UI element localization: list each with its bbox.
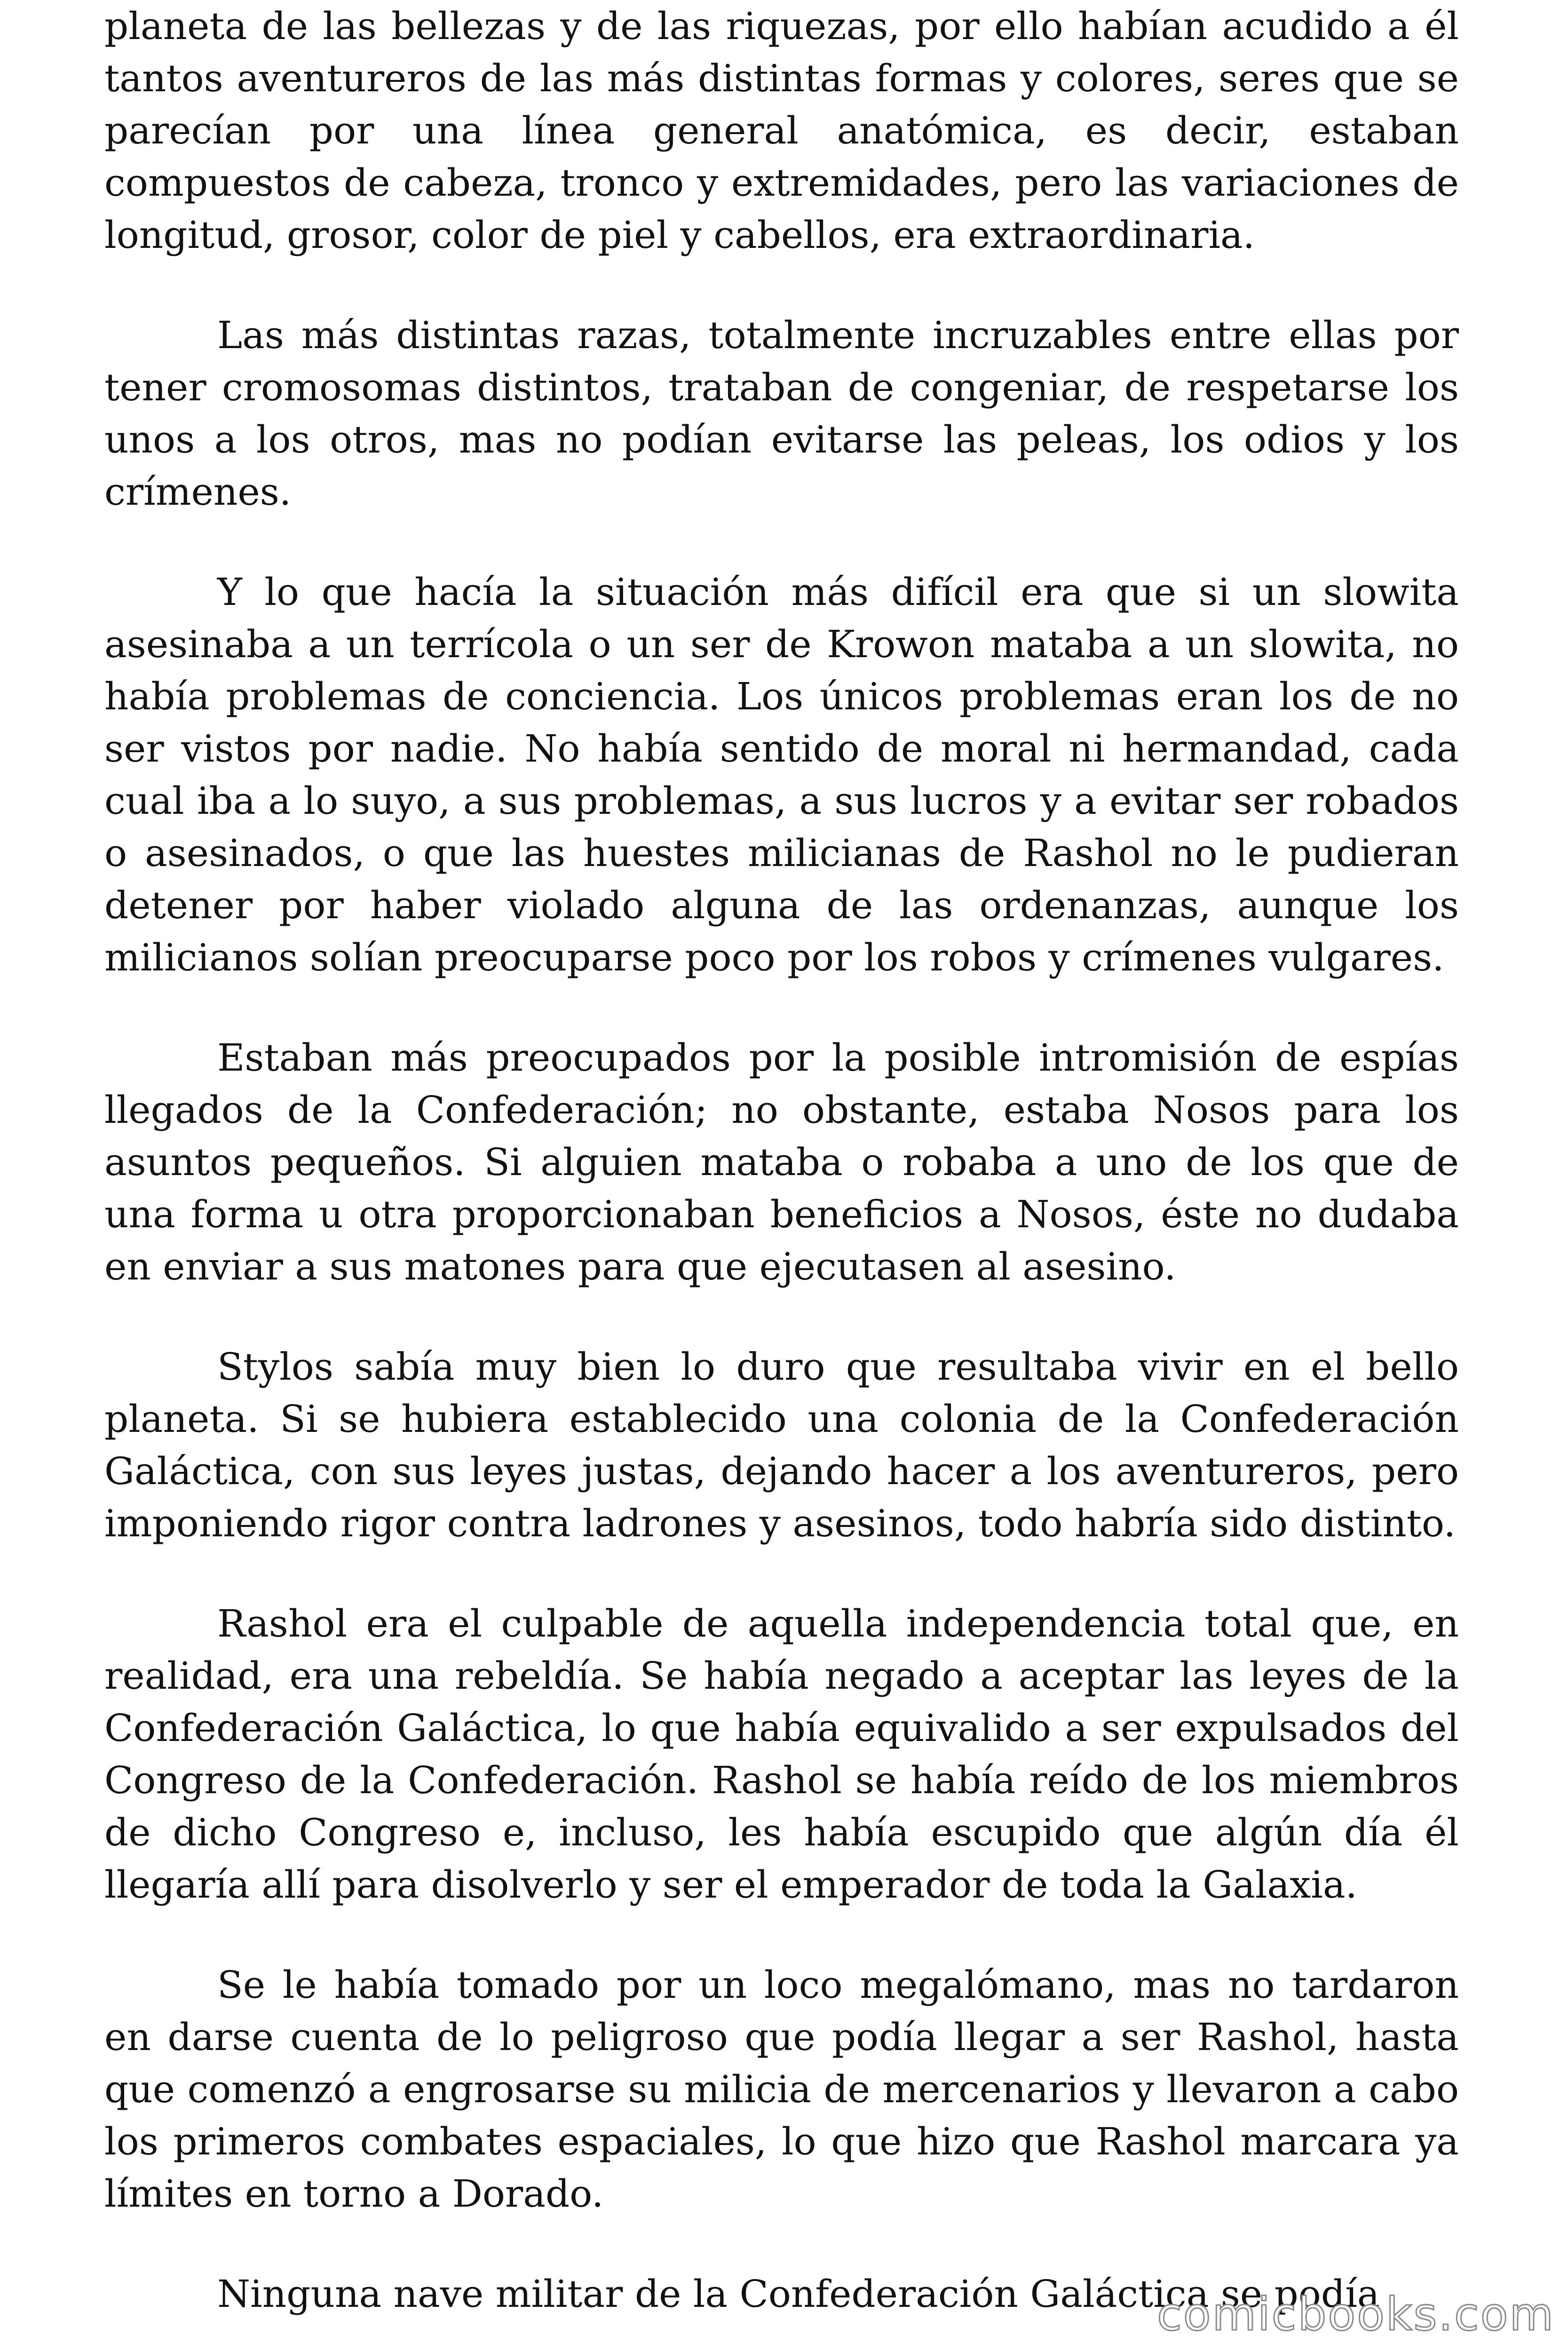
- paragraph-5: Stylos sabía muy bien lo duro que resultaba vivir en el bello planeta. Si se hubiera establecido una colonia de la Confederación Galáctica, con sus leyes justas, dejando hacer a los aventureros, pero imponiendo rigor contra ladrones y asesinos, todo habría sido distinto.: [104, 1345, 1459, 1545]
- text-column: [104, 0, 1459, 2320]
- paragraph-8: Ninguna nave militar de la Confederación Galáctica se podía: [217, 2272, 1380, 2316]
- paragraph-1: planeta de las bellezas y de las riquezas, por ello habían acudido a él tantos aventureros de las más distintas formas y colores, seres que se parecían por una línea general anatómica, es decir, estaban compuestos de cabeza, tronco y extremidades, pero las variaciones de longitud, grosor, color de piel y cabellos, era extraordinaria.: [104, 4, 1459, 257]
- watermark: comicbooks.com: [1156, 2288, 1555, 2341]
- paragraph-7: Se le había tomado por un loco megalómano, mas no tardaron en darse cuenta de lo peligroso que podía llegar a ser Rashol, hasta que comenzó a engrosarse su milicia de mercenarios y llevaron a cabo los primeros combates espaciales, lo que hizo que Rashol marcara ya límites en torno a Dorado.: [104, 1963, 1459, 2216]
- paragraph-2: Las más distintas razas, totalmente incruzables entre ellas por tener cromosomas distintos, trataban de congeniar, de respetarse los unos a los otros, mas no podían evitarse las peleas, los odios y los crímenes.: [104, 313, 1459, 514]
- paragraph-4: Estaban más preocupados por la posible intromisión de espías llegados de la Confederación; no obstante, estaba Nosos para los asuntos pequeños. Si alguien mataba o robaba a uno de los que de una forma u otra proporcionaban beneficios a Nosos, éste no dudaba en enviar a sus matones para que ejecutasen al asesino.: [104, 1036, 1459, 1288]
- paragraph-3: Y lo que hacía la situación más difícil era que si un slowita asesinaba a un terrícola o un ser de Krowon mataba a un slowita, no había problemas de conciencia. Los únicos problemas eran los de no ser vistos por nadie. No había sentido de moral ni hermandad, cada cual iba a lo suyo, a sus problemas, a sus lucros y a evitar ser robados o asesinados, o que las huestes milicianas de Rashol no le pudieran detener por haber violado alguna de las ordenanzas, aunque los milicianos solían preocuparse poco por los robos y crímenes vulgares.: [104, 570, 1459, 979]
- paragraph-6: Rashol era el culpable de aquella independencia total que, en realidad, era una rebeldía. Se había negado a aceptar las leyes de la Confederación Galáctica, lo que había equivalido a ser expulsados del Congreso de la Confederación. Rashol se había reído de los miembros de dicho Congreso e, incluso, les había escupido que algún día él llegaría allí para disolverlo y ser el emperador de toda la Galaxia.: [104, 1602, 1459, 1907]
